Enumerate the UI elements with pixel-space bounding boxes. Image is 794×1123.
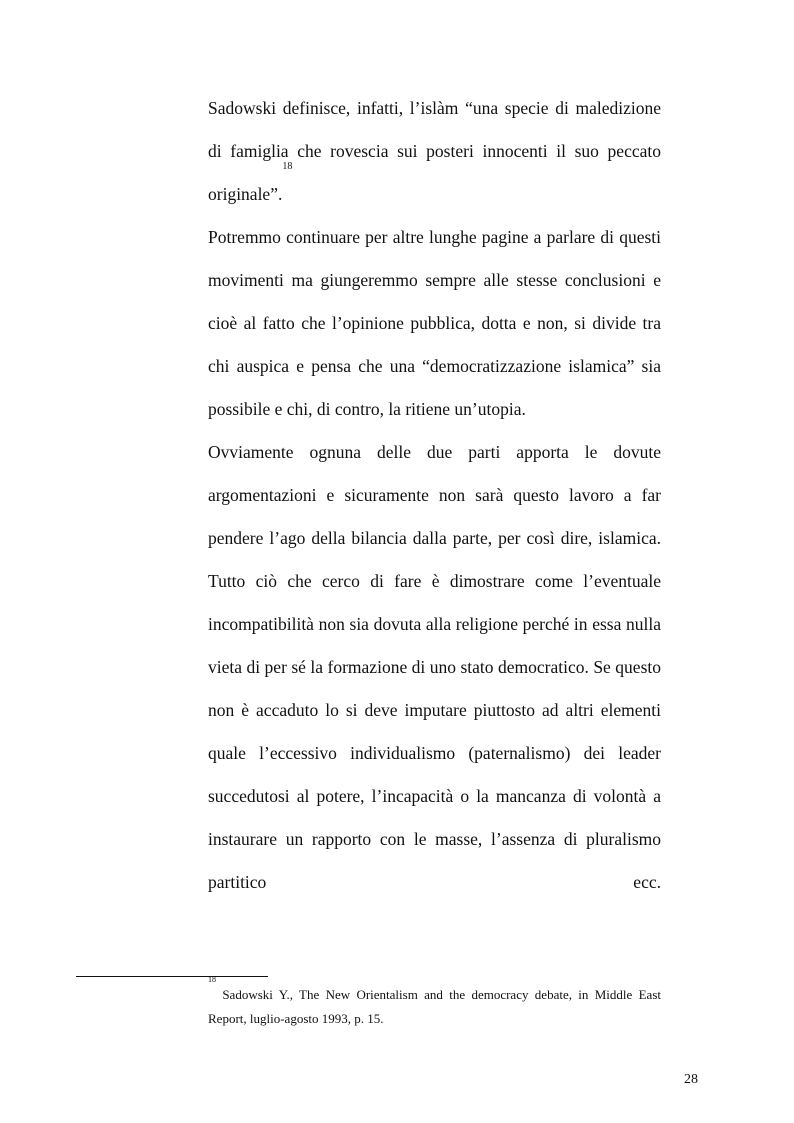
footnote-reference[interactable]: 18 [282, 161, 293, 172]
paragraph-3: Ovviamente ognuna delle due parti apporta le dovute argomentazioni e sicuramente non sarà questo lavoro a far pendere l’ago della bilancia dalla parte, per così dire, islamica. Tutto ciò che cerco di fare è dimostrare come l’eventuale incompatibilità non sia dovuta alla religione perché in essa nulla vieta di per sé la formazione di uno stato democratico. Se questo non è accaduto lo si deve imputare piuttosto ad altri elementi quale l’eccessivo individualismo (paternalismo) dei leader succedutosi al potere, l’incapacità o la mancanza di volontà a instaurare un rapporto con le masse, l’assenza di pluralismo partitico ecc. [208, 442, 661, 892]
body-text [208, 87, 661, 904]
footnote-number: 18 [208, 975, 216, 984]
footnote-text: Sadowski Y., The New Orientalism and the democracy debate, in Middle East Report, luglio-agosto 1993, p. 15. [208, 987, 662, 1026]
paragraph-1-text: Sadowski definisce, infatti, l’islàm “una specie di maledizione di famiglia che rovescia sui posteri innocenti il suo peccato originale”. [208, 98, 661, 204]
footnote [208, 975, 662, 1031]
paragraph-2: Potremmo continuare per altre lunghe pagine a parlare di questi movimenti ma giungeremmo sempre alle stesse conclusioni e cioè al fatto che l’opinione pubblica, dotta e non, si divide tra chi auspica e pensa che una “democratizzazione islamica” sia possibile e chi, di contro, la ritiene un’utopia. [208, 227, 661, 419]
footnote-separator [76, 976, 268, 977]
page-number: 28 [684, 1072, 698, 1087]
paragraph-1 [208, 87, 661, 216]
